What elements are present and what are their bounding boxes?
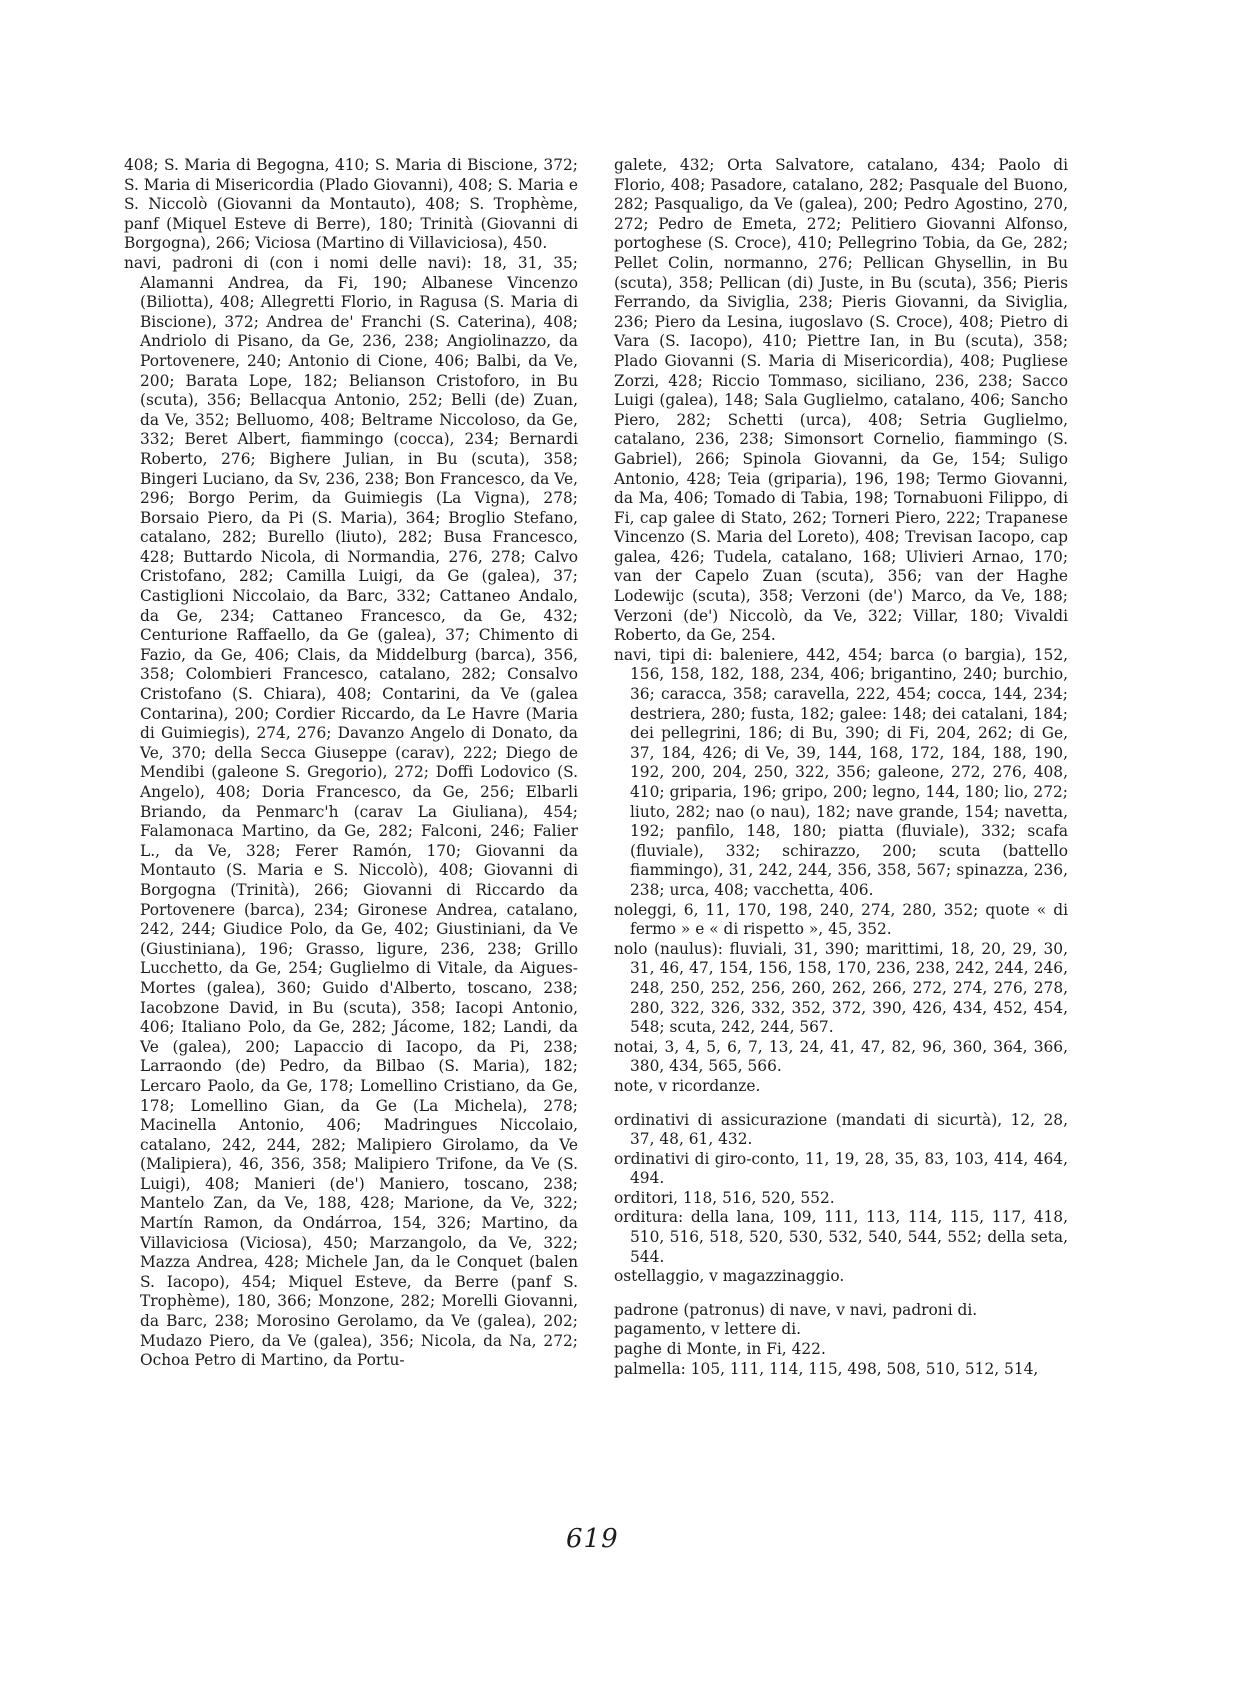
index-entry: ostellaggio, v magazzinaggio.	[614, 1267, 845, 1286]
left-column	[124, 156, 578, 1371]
index-entry: notai, 3, 4, 5, 6, 7, 13, 24, 41, 47, 82, 96, 360, 364, 366, 380, 434, 565, 566.	[614, 1037, 1068, 1076]
right-column	[614, 156, 1068, 1379]
index-entry: padrone (patronus) di nave, v navi, padroni di.	[614, 1300, 978, 1319]
index-entry: note, v ricordanze.	[614, 1076, 761, 1095]
index-entry: 408; S. Maria di Begogna, 410; S. Maria di Biscione, 372; S. Maria di Misericordia (Plado Giovanni), 408; S. Maria e S. Niccolò (Giovanni da Montauto), 408; S. Trophème, panf (Miquel Esteve di Berre), 180; Trinità (Giovanni di Borgogna), 266; Viciosa (Martino di Villaviciosa), 450.	[124, 156, 578, 253]
index-entry: paghe di Monte, in Fi, 422.	[614, 1340, 826, 1359]
index-entry: orditura: della lana, 109, 111, 113, 114, 115, 117, 418, 510, 516, 518, 520, 530, 532, 540, 544, 552; della seta, 544.	[614, 1208, 1068, 1266]
index-entry: noleggi, 6, 11, 170, 198, 240, 274, 280, 352; quote « di fermo » e « di rispetto », 45, 352.	[614, 900, 1068, 939]
index-entry: pagamento, v lettere di.	[614, 1320, 802, 1339]
index-entry: navi, tipi di: baleniere, 442, 454; barca (o bargia), 152, 156, 158, 182, 188, 234, 406; brigantino, 240; burchio, 36; caracca, 358; caravella, 222, 454; cocca, 144, 234; destriera, 280; fusta, 182; galee: 148; dei catalani, 184; dei pellegrini, 186; di Bu, 390; di Fi, 204, 262; di Ge, 37, 184, 426; di Ve, 39, 144, 168, 172, 184, 188, 190, 192, 200, 204, 250, 322, 356; galeone, 272, 276, 408, 410; griparia, 196; gripo, 200; legno, 144, 180; lio, 272; liuto, 282; nao (o nau), 182; nave grande, 154; navetta, 192; panfilo, 148, 180; piatta (fluviale), 332; scafa (fluviale), 332; schirazzo, 200; scuta (battello fiammingo), 31, 242, 244, 356, 358, 567; spinazza, 236, 238; urca, 408; vacchetta, 406.	[614, 645, 1068, 899]
index-entry: ordinativi di giro-conto, 11, 19, 28, 35, 83, 103, 414, 464, 494.	[614, 1149, 1068, 1188]
page-number: 619	[566, 1524, 619, 1554]
index-entry: orditori, 118, 516, 520, 552.	[614, 1188, 835, 1207]
index-entry: ordinativi di assicurazione (mandati di sicurtà), 12, 28, 37, 48, 61, 432.	[614, 1110, 1068, 1149]
index-entry: palmella: 105, 111, 114, 115, 498, 508, 510, 512, 514,	[614, 1359, 1039, 1378]
index-entry: galete, 432; Orta Salvatore, catalano, 434; Paolo di Florio, 408; Pasadore, catalano, 282; Pasquale del Buono, 282; Pasqualigo, da Ve (galea), 200; Pedro Agostino, 270, 272; Pedro de Emeta, 272; Pelitiero Giovanni Alfonso, portoghese (S. Croce), 410; Pellegrino Tobia, da Ge, 282; Pellet Colin, normanno, 276; Pellican Ghysellin, in Bu (scuta), 358; Pellican (di) Juste, in Bu (scuta), 356; Pieris Ferrando, da Siviglia, 238; Pieris Giovanni, da Siviglia, 236; Piero da Lesina, iugoslavo (S. Croce), 408; Pietro di Vara (S. Iacopo), 410; Piettre Ian, in Bu (scuta), 358; Plado Giovanni (S. Maria di Misericordia), 408; Pugliese Zorzi, 428; Riccio Tommaso, siciliano, 236, 238; Sacco Luigi (galea), 148; Sala Guglielmo, catalano, 406; Sancho Piero, 282; Schetti (urca), 408; Setria Guglielmo, catalano, 236, 238; Simonsort Cornelio, fiammingo (S. Gabriel), 266; Spinola Giovanni, da Ge, 154; Suligo Antonio, 428; Teia (griparia), 196, 198; Termo Giovanni, da Ma, 406; Tomado di Tabia, 198; Tornabuoni Filippo, di Fi, cap galee di Stato, 262; Torneri Piero, 222; Trapanese Vincenzo (S. Maria del Loreto), 408; Trevisan Iacopo, cap galea, 426; Tudela, catalano, 168; Ulivieri Arnao, 170; van der Capelo Zuan (scuta), 356; van der Haghe Lodewijc (scuta), 358; Verzoni (de') Marco, da Ve, 188; Verzoni (de') Niccolò, da Ve, 322; Villar, 180; Vivaldi Roberto, da Ge, 254.	[614, 156, 1068, 645]
index-entry: navi, padroni di (con i nomi delle navi): 18, 31, 35; Alamanni Andrea, da Fi, 190; Albanese Vincenzo (Biliotta), 408; Allegretti Florio, in Ragusa (S. Maria di Biscione), 372; Andrea de' Franchi (S. Caterina), 408; Andriolo di Pisano, da Ge, 236, 238; Angiolinazzo, da Portovenere, 240; Antonio di Cione, 406; Balbi, da Ve, 200; Barata Lope, 182; Belianson Cristoforo, in Bu (scuta), 356; Bellacqua Antonio, 252; Belli (de) Zuan, da Ve, 352; Belluomo, 408; Beltrame Niccoloso, da Ge, 332; Beret Albert, fiammingo (cocca), 234; Bernardi Roberto, 276; Bighere Julian, in Bu (scuta), 358; Bingeri Luciano, da Sv, 236, 238; Bon Francesco, da Ve, 296; Borgo Perim, da Guimiegis (La Vigna), 278; Borsaio Piero, da Pi (S. Maria), 364; Broglio Stefano, catalano, 282; Burello (liuto), 282; Busa Francesco, 428; Buttardo Nicola, di Normandia, 276, 278; Calvo Cristofano, 282; Camilla Luigi, da Ge (galea), 37; Castiglioni Niccolaio, da Barc, 332; Cattaneo Andalo, da Ge, 234; Cattaneo Francesco, da Ge, 432; Centurione Raffaello, da Ge (galea), 37; Chimento di Fazio, da Ge, 406; Clais, da Middelburg (barca), 356, 358; Colombieri Francesco, catalano, 282; Consalvo Cristofano (S. Chiara), 408; Contarini, da Ve (galea Contarina), 200; Cordier Riccardo, da Le Havre (Maria di Guimiegis), 274, 276; Davanzo Angelo di Donato, da Ve, 370; della Secca Giuseppe (carav), 222; Diego de Mendibi (galeone S. Gregorio), 272; Doffi Lodovico (S. Angelo), 408; Doria Francesco, da Ge, 256; Elbarli Briando, da Penmarc'h (carav La Giuliana), 454; Falamonaca Martino, da Ge, 282; Falconi, 246; Falier L., da Ve, 328; Ferer Ramón, 170; Giovanni da Montauto (S. Maria e S. Niccolò), 408; Giovanni di Borgogna (Trinità), 266; Giovanni di Riccardo da Portovenere (barca), 234; Gironese Andrea, catalano, 242, 244; Giudice Polo, da Ge, 402; Giustiniani, da Ve (Giustiniana), 196; Grasso, ligure, 236, 238; Grillo Lucchetto, da Ge, 254; Guglielmo di Vitale, da Aigues-Mortes (galea), 360; Guido d'Alberto, toscano, 238; Iacobzone David, in Bu (scuta), 358; Iacopi Antonio, 406; Italiano Polo, da Ge, 282; Jácome, 182; Landi, da Ve (galea), 200; Lapaccio di Iacopo, da Pi, 238; Larraondo (de) Pedro, da Bilbao (S. Maria), 182; Lercaro Paolo, da Ge, 178; Lomellino Cristiano, da Ge, 178; Lomellino Gian, da Ge (La Michela), 278; Macinella Antonio, 406; Madringues Niccolaio, catalano, 242, 244, 282; Malipiero Girolamo, da Ve (Malipiera), 46, 356, 358; Malipiero Trifone, da Ve (S. Luigi), 408; Manieri (de') Maniero, toscano, 238; Mantelo Zan, da Ve, 188, 428; Marione, da Ve, 322; Martín Ramon, da Ondárroa, 154, 326; Martino, da Villaviciosa (Viciosa), 450; Marzangolo, da Ve, 322; Mazza Andrea, 428; Michele Jan, da le Conquet (balen S. Iacopo), 454; Miquel Esteve, da Berre (panf S. Trophème), 180, 366; Monzone, 282; Morelli Giovanni, da Barc, 238; Morosino Gerolamo, da Ve (galea), 202; Mudazo Piero, da Ve (galea), 356; Nicola, da Na, 272; Ochoa Petro di Martino, da Portu-	[124, 253, 578, 1370]
index-entry: nolo (naulus): fluviali, 31, 390; marittimi, 18, 20, 29, 30, 31, 46, 47, 154, 156, 158, 170, 236, 238, 242, 244, 246, 248, 250, 252, 256, 260, 262, 266, 272, 274, 276, 278, 280, 322, 326, 332, 352, 372, 390, 426, 434, 452, 454, 548; scuta, 242, 244, 567.	[614, 939, 1068, 1037]
